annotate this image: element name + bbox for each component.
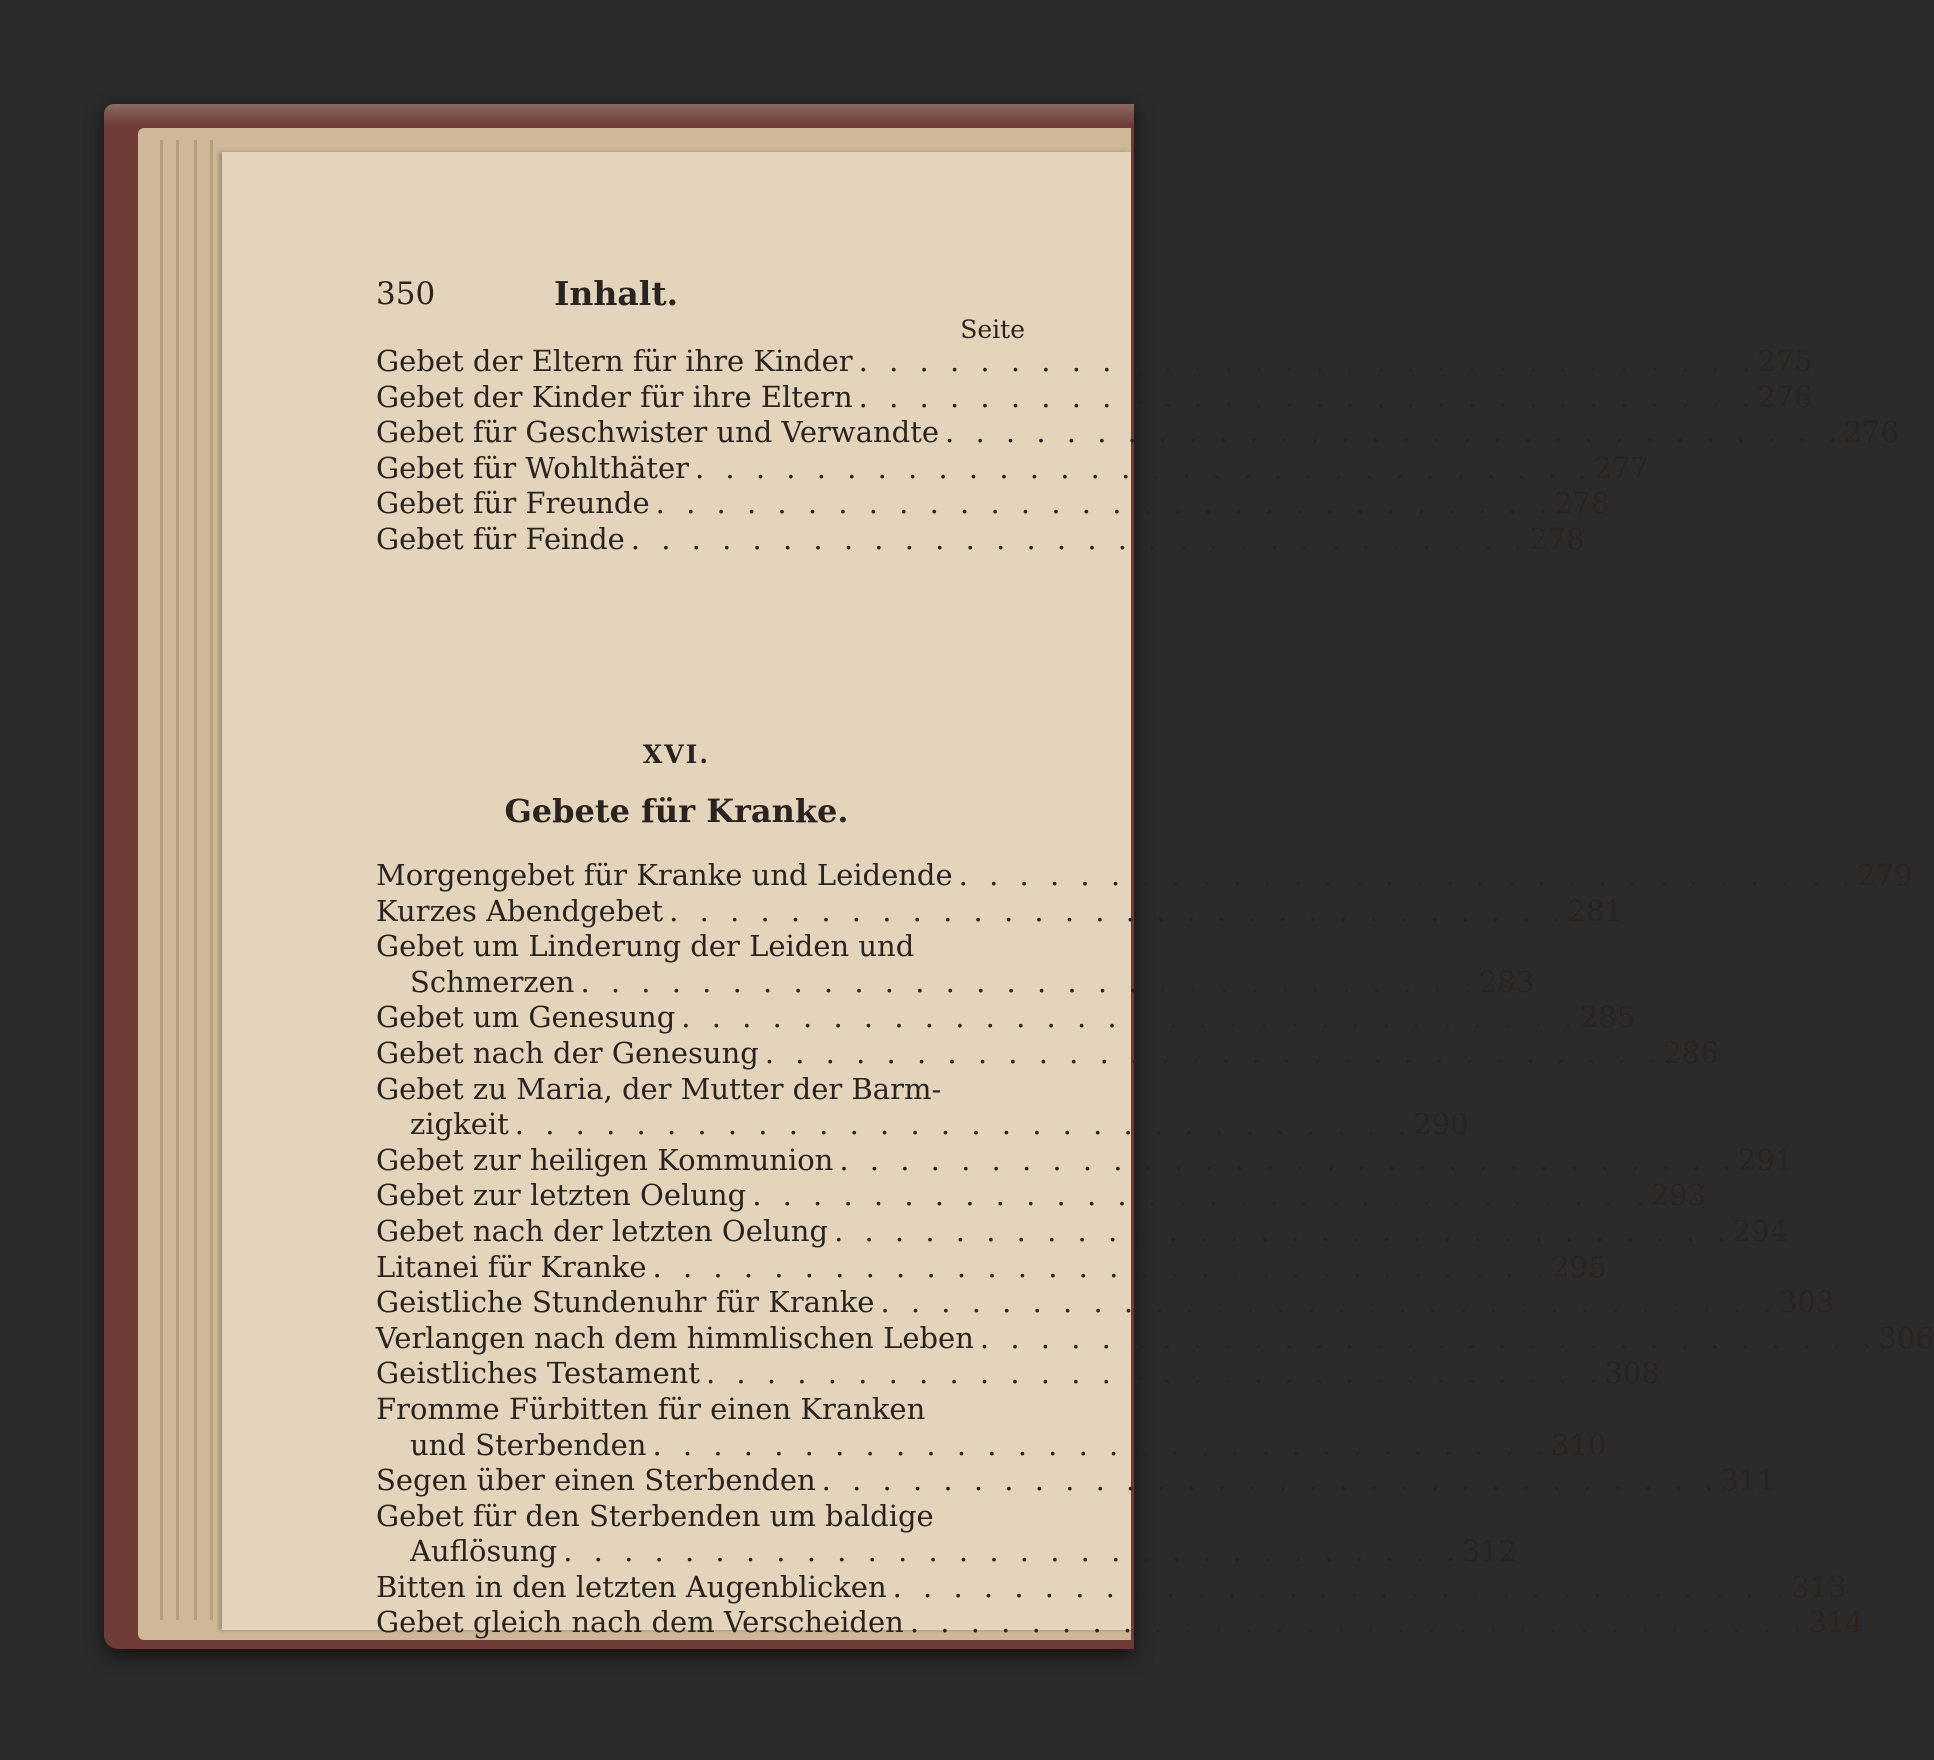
toc-entry-line (376, 1142, 1794, 1179)
toc-entry (376, 1071, 1469, 1143)
toc-entry-line (376, 1107, 1469, 1143)
cover-top-edge (104, 104, 1134, 126)
dot-leader (650, 486, 1554, 522)
toc-entry-title: Verlangen nach dem himmlischen Leben (376, 1320, 974, 1355)
toc-entry-page: 290 (1413, 1107, 1469, 1142)
toc-entry-title: Gebet für Geschwister und Verwandte (376, 415, 940, 450)
toc-entry-page: 306 (1878, 1320, 1934, 1355)
toc-entry (376, 893, 1624, 930)
toc-list-sick (376, 858, 1934, 1641)
toc-entry-line (376, 1249, 1607, 1286)
toc-entry (376, 344, 1813, 380)
toc-entry-line (376, 1605, 1864, 1641)
toc-entry-title: Gebet für Freunde (376, 486, 650, 521)
toc-entry-line (376, 929, 1042, 965)
toc-entry-title: Gebet zur letzten Oelung (376, 1178, 747, 1213)
toc-entry (376, 1320, 1934, 1357)
toc-entry-page: 276 (1843, 415, 1899, 450)
toc-entry (376, 929, 1535, 1000)
toc-entry-continuation: Auflösung (410, 1534, 558, 1569)
toc-entry-title: Gebet für Wohlthäter (376, 450, 689, 485)
toc-entry-line (376, 1499, 1042, 1535)
toc-entry-line (376, 1392, 1042, 1428)
toc-entry-title: Gebet nach der letzten Oelung (376, 1213, 829, 1248)
page-stack-edge (160, 140, 163, 1620)
toc-entry (376, 1000, 1636, 1036)
dot-leader (574, 965, 1478, 1001)
toc-entry-page: 278 (1529, 521, 1585, 556)
dot-leader (689, 451, 1593, 487)
toc-entry-title: Gebet um Linderung der Leiden und (376, 929, 915, 964)
page-stack-edge (194, 140, 197, 1620)
toc-entry-title: Geistliches Testament (376, 1356, 700, 1391)
page-stack-edge (176, 140, 179, 1620)
page-title: Inhalt. (554, 274, 679, 313)
dot-leader (625, 522, 1529, 558)
toc-entry-title: Fromme Fürbitten für einen Kranken (376, 1391, 926, 1426)
toc-entry-line (376, 1213, 1788, 1250)
book-page (222, 152, 1934, 1640)
toc-entry-continuation: und Sterbenden (410, 1427, 647, 1462)
toc-entry-page: 286 (1663, 1035, 1719, 1070)
toc-entry-line (376, 1427, 1607, 1464)
toc-entry-title: Kurzes Abendgebet (376, 893, 664, 928)
dot-leader (853, 344, 1757, 380)
toc-entry-title: Gebet zur heiligen Kommunion (376, 1142, 834, 1177)
toc-entry-line (376, 1534, 1518, 1570)
dot-leader (759, 1036, 1663, 1072)
toc-entry-page: 279 (1857, 858, 1913, 892)
toc-entry-title: Gebet nach der Genesung (376, 1035, 759, 1070)
dot-leader (953, 858, 1857, 894)
toc-entry-page: 295 (1551, 1249, 1607, 1284)
toc-entry-line (376, 1035, 1719, 1072)
dot-leader (557, 1534, 1461, 1570)
toc-entry-title: Gebet für Feinde (376, 521, 625, 556)
toc-entry-line (376, 1178, 1707, 1214)
toc-entry-page: 283 (1478, 964, 1535, 999)
toc-entry-title: Litanei für Kranke (376, 1249, 647, 1284)
toc-entry-title: Gebet für den Sterbenden um baldige (376, 1498, 934, 1533)
toc-entry-page: 281 (1567, 893, 1624, 928)
dot-leader (663, 894, 1567, 930)
toc-entry (376, 1391, 1607, 1463)
toc-entry-title: Bitten in den letzten Augenblicken (376, 1569, 887, 1604)
toc-entry-line (376, 1320, 1934, 1357)
toc-entry-line (376, 415, 1899, 451)
dot-leader (974, 1321, 1878, 1357)
toc-entry-line (376, 858, 1913, 894)
toc-entry (376, 1569, 1847, 1606)
dot-leader (746, 1178, 1650, 1214)
toc-entry-line (376, 344, 1813, 380)
toc-entry-page: 294 (1732, 1213, 1788, 1248)
toc-entry (376, 1249, 1607, 1286)
dot-leader (509, 1107, 1413, 1143)
toc-entry (376, 379, 1813, 416)
dot-leader (675, 1000, 1579, 1036)
toc-entry-title: Segen über einen Sterbenden (376, 1463, 816, 1498)
toc-entry-page: 275 (1757, 344, 1813, 378)
toc-entry-title: Gebet der Eltern für ihre Kinder (376, 344, 853, 378)
toc-entry-line (376, 486, 1610, 522)
page-number: 350 (376, 276, 436, 312)
toc-entry (376, 858, 1913, 894)
toc-entry-page: 312 (1461, 1534, 1518, 1569)
toc-entry (376, 1213, 1788, 1250)
dot-leader (828, 1214, 1732, 1250)
page-column-label: Seite (960, 315, 1025, 344)
toc-entry-page: 311 (1720, 1463, 1776, 1498)
dot-leader (874, 1285, 1778, 1321)
toc-entry-title: Morgengebet für Kranke und Leidende (376, 858, 953, 892)
toc-entry (376, 1463, 1776, 1499)
toc-entry-title: Gebet der Kinder für ihre Eltern (376, 379, 853, 414)
dot-leader (887, 1570, 1791, 1606)
toc-entry (376, 450, 1649, 487)
toc-entry-title: Gebet zu Maria, der Mutter der Barm- (376, 1071, 942, 1106)
dot-leader (904, 1605, 1808, 1641)
toc-entry-page: 313 (1791, 1569, 1847, 1604)
toc-entry-page: 278 (1554, 486, 1610, 521)
toc-entry-line (376, 1000, 1636, 1036)
toc-entry-title: Gebet gleich nach dem Verscheiden (376, 1605, 904, 1640)
toc-entry-line (376, 521, 1585, 558)
section-number: XVI. (642, 740, 711, 769)
toc-entry-line (376, 379, 1813, 416)
toc-entry-page: 310 (1551, 1427, 1607, 1462)
toc-entry-page: 293 (1650, 1178, 1707, 1213)
toc-entry (376, 521, 1585, 558)
toc-entry-page: 314 (1808, 1605, 1864, 1640)
toc-entry-line (376, 450, 1649, 487)
toc-entry (376, 1605, 1864, 1641)
toc-entry (376, 486, 1610, 522)
toc-entry-line (376, 1356, 1660, 1392)
toc-entry-title: Geistliche Stundenuhr für Kranke (376, 1285, 875, 1320)
toc-entry-line (376, 893, 1624, 930)
page-stack-edge (210, 140, 213, 1620)
toc-entry-page: 291 (1737, 1142, 1794, 1177)
dot-leader (853, 380, 1757, 416)
toc-entry-line (376, 1569, 1847, 1606)
toc-entry (376, 1285, 1835, 1321)
toc-entry (376, 1356, 1660, 1392)
toc-list-family (376, 344, 1899, 558)
section-title: Gebete für Kranke. (504, 792, 849, 830)
toc-entry-page: 276 (1757, 379, 1813, 414)
toc-entry-page: 308 (1604, 1356, 1660, 1391)
toc-entry-line (376, 964, 1535, 1001)
toc-entry-line (376, 1072, 1042, 1108)
toc-entry-line (376, 1285, 1835, 1321)
dot-leader (833, 1143, 1737, 1179)
toc-entry (376, 1035, 1719, 1072)
toc-entry-page: 277 (1593, 450, 1649, 485)
dot-leader (939, 415, 1843, 451)
page-content (222, 152, 1934, 1640)
dot-leader (647, 1250, 1551, 1286)
toc-entry-continuation: zigkeit (410, 1107, 509, 1142)
dot-leader (816, 1463, 1720, 1499)
toc-entry-title: Gebet um Genesung (376, 1000, 676, 1035)
toc-entry (376, 415, 1899, 451)
toc-entry (376, 1142, 1794, 1179)
toc-entry (376, 1498, 1518, 1570)
dot-leader (700, 1356, 1604, 1392)
toc-entry-line (376, 1463, 1776, 1499)
toc-entry-continuation: Schmerzen (410, 964, 575, 999)
toc-entry (376, 1178, 1707, 1214)
toc-entry-page: 303 (1778, 1285, 1835, 1320)
toc-entry-page: 285 (1579, 1000, 1636, 1035)
dot-leader (647, 1428, 1551, 1464)
